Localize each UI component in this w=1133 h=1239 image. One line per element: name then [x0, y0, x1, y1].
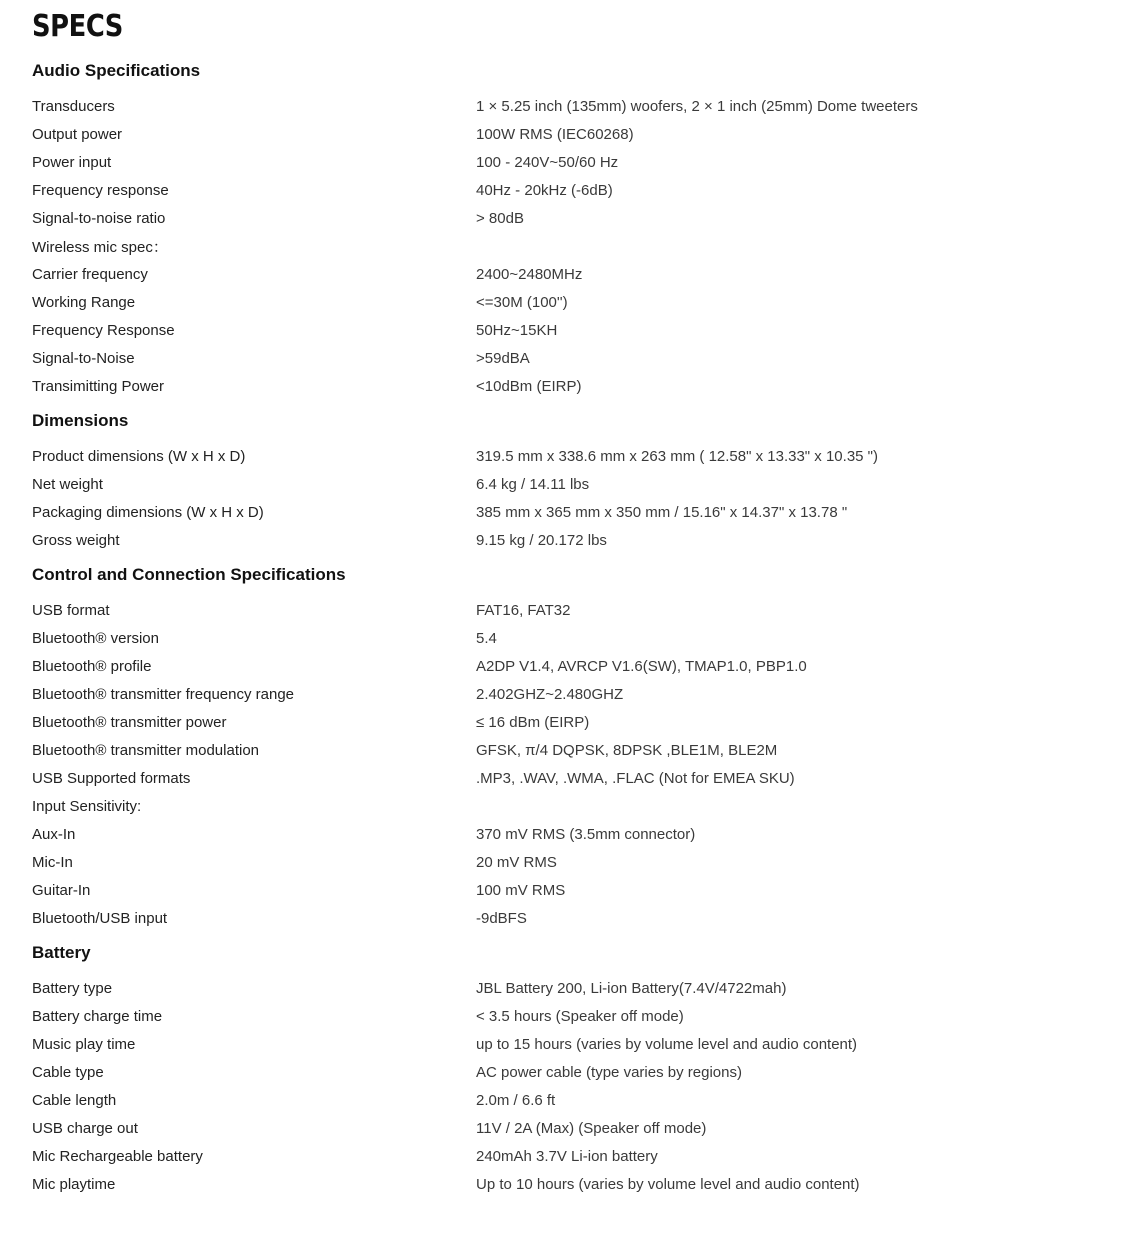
- spec-section: [32, 942, 1133, 1198]
- spec-value: >59dBA: [476, 349, 530, 367]
- spec-value: ≤ 16 dBm (EIRP): [476, 713, 590, 731]
- spec-row: [32, 848, 1133, 876]
- spec-value: 20 mV RMS: [476, 853, 557, 871]
- spec-row: [32, 498, 1133, 526]
- spec-label: Music play time: [32, 1035, 136, 1053]
- spec-row: [32, 442, 1133, 470]
- page-title: SPECS: [32, 9, 123, 44]
- spec-row: [32, 1030, 1133, 1058]
- spec-value: 1 × 5.25 inch (135mm) woofers, 2 × 1 inch (25mm) Dome tweeters: [476, 97, 918, 115]
- spec-value: 319.5 mm x 338.6 mm x 263 mm ( 12.58" x 13.33" x 10.35 "): [476, 447, 878, 465]
- spec-label: Transducers: [32, 97, 115, 115]
- spec-label: Battery charge time: [32, 1007, 163, 1025]
- spec-value: -9dBFS: [476, 909, 527, 927]
- spec-row: [32, 148, 1133, 176]
- spec-value: 100W RMS (IEC60268): [476, 125, 634, 143]
- spec-label: Bluetooth® transmitter frequency range: [32, 685, 295, 703]
- spec-row: [32, 1142, 1133, 1170]
- spec-label: Transimitting Power: [32, 377, 164, 395]
- spec-label: Power input: [32, 153, 112, 171]
- spec-row: [32, 596, 1133, 624]
- spec-section: [32, 60, 1133, 400]
- spec-value: JBL Battery 200, Li-ion Battery(7.4V/4722mah): [476, 979, 787, 997]
- spec-label: Product dimensions (W x H x D): [32, 447, 246, 465]
- spec-row: [32, 526, 1133, 554]
- spec-value: FAT16, FAT32: [476, 601, 571, 619]
- spec-value: < 3.5 hours (Speaker off mode): [476, 1007, 684, 1025]
- spec-table: [32, 974, 1133, 1198]
- spec-row: [32, 652, 1133, 680]
- spec-row: [32, 204, 1133, 232]
- spec-label: Carrier frequency: [32, 265, 148, 283]
- spec-label: Signal-to-Noise: [32, 349, 135, 367]
- spec-label: Bluetooth® transmitter modulation: [32, 741, 259, 759]
- spec-row: [32, 92, 1133, 120]
- spec-value: 385 mm x 365 mm x 350 mm / 15.16" x 14.37" x 13.78 ": [476, 503, 848, 521]
- spec-label: Mic-In: [32, 853, 73, 871]
- spec-row: [32, 1114, 1133, 1142]
- spec-row: [32, 232, 1133, 260]
- spec-value: up to 15 hours (varies by volume level and audio content): [476, 1035, 858, 1053]
- spec-value: 6.4 kg / 14.11 lbs: [476, 475, 590, 493]
- spec-value: 9.15 kg / 20.172 lbs: [476, 531, 607, 549]
- spec-label: Frequency response: [32, 181, 169, 199]
- spec-label: Packaging dimensions (W x H x D): [32, 503, 264, 521]
- spec-label: Output power: [32, 125, 123, 143]
- spec-row: [32, 624, 1133, 652]
- spec-label: Battery type: [32, 979, 113, 997]
- spec-row: [32, 176, 1133, 204]
- spec-label: Cable type: [32, 1063, 104, 1081]
- spec-row: [32, 1170, 1133, 1198]
- spec-label: USB Supported formats: [32, 769, 191, 787]
- spec-value: 5.4: [476, 629, 497, 647]
- spec-row: [32, 1086, 1133, 1114]
- spec-label: USB charge out: [32, 1119, 138, 1137]
- spec-value: A2DP V1.4, AVRCP V1.6(SW), TMAP1.0, PBP1.0: [476, 657, 807, 675]
- spec-value: <10dBm (EIRP): [476, 377, 582, 395]
- spec-row: [32, 974, 1133, 1002]
- spec-value: 11V / 2A (Max) (Speaker off mode): [476, 1119, 707, 1137]
- spec-label: Aux-In: [32, 825, 76, 843]
- spec-value: > 80dB: [476, 209, 524, 227]
- spec-table: [32, 442, 1133, 554]
- spec-label: Bluetooth® profile: [32, 657, 152, 675]
- spec-sections: [32, 60, 1133, 1198]
- spec-label: Gross weight: [32, 531, 120, 549]
- spec-row: [32, 120, 1133, 148]
- spec-label: Signal-to-noise ratio: [32, 209, 166, 227]
- spec-label: Net weight: [32, 475, 103, 493]
- spec-row: [32, 1002, 1133, 1030]
- spec-table: [32, 596, 1133, 932]
- spec-row: [32, 708, 1133, 736]
- spec-value: 370 mV RMS (3.5mm connector): [476, 825, 696, 843]
- spec-label: Cable length: [32, 1091, 117, 1109]
- spec-row: [32, 288, 1133, 316]
- spec-value: AC power cable (type varies by regions): [476, 1063, 742, 1081]
- spec-value: 240mAh 3.7V Li-ion battery: [476, 1147, 658, 1165]
- spec-value: GFSK, π/4 DQPSK, 8DPSK ,BLE1M, BLE2M: [476, 741, 778, 759]
- spec-value: 100 - 240V~50/60 Hz: [476, 153, 619, 171]
- spec-label: Bluetooth/USB input: [32, 909, 168, 927]
- spec-row: [32, 1058, 1133, 1086]
- spec-value: .MP3, .WAV, .WMA, .FLAC (Not for EMEA SKU): [476, 769, 795, 787]
- spec-section: [32, 564, 1133, 932]
- spec-row: [32, 876, 1133, 904]
- spec-value: 2.0m / 6.6 ft: [476, 1091, 556, 1109]
- spec-value: Up to 10 hours (varies by volume level and audio content): [476, 1175, 860, 1193]
- spec-row: [32, 904, 1133, 932]
- spec-label: Input Sensitivity:: [32, 797, 142, 815]
- spec-value: 100 mV RMS: [476, 881, 566, 899]
- spec-row: [32, 764, 1133, 792]
- spec-label: Wireless mic spec：: [32, 238, 168, 256]
- spec-table: [32, 92, 1133, 400]
- spec-label: Guitar-In: [32, 881, 91, 899]
- spec-value: 2400~2480MHz: [476, 265, 583, 283]
- spec-row: [32, 792, 1133, 820]
- spec-row: [32, 372, 1133, 400]
- spec-value: <=30M (100''): [476, 293, 568, 311]
- spec-label: Frequency Response: [32, 321, 175, 339]
- spec-label: Bluetooth® version: [32, 629, 159, 647]
- spec-row: [32, 316, 1133, 344]
- spec-label: Bluetooth® transmitter power: [32, 713, 227, 731]
- spec-row: [32, 344, 1133, 372]
- spec-label: Mic Rechargeable battery: [32, 1147, 203, 1165]
- spec-value: 2.402GHZ~2.480GHZ: [476, 685, 624, 703]
- section-title: Dimensions: [32, 411, 129, 430]
- section-title: Control and Connection Specifications: [32, 565, 346, 584]
- spec-value: 50Hz~15KH: [476, 321, 558, 339]
- section-title: Audio Specifications: [32, 61, 201, 80]
- spec-row: [32, 470, 1133, 498]
- spec-label: USB format: [32, 601, 110, 619]
- spec-row: [32, 736, 1133, 764]
- spec-label: Mic playtime: [32, 1175, 116, 1193]
- spec-label: Working Range: [32, 293, 136, 311]
- spec-row: [32, 260, 1133, 288]
- section-title: Battery: [32, 943, 91, 962]
- spec-section: [32, 410, 1133, 554]
- spec-row: [32, 680, 1133, 708]
- spec-row: [32, 820, 1133, 848]
- spec-value: 40Hz - 20kHz (-6dB): [476, 181, 613, 199]
